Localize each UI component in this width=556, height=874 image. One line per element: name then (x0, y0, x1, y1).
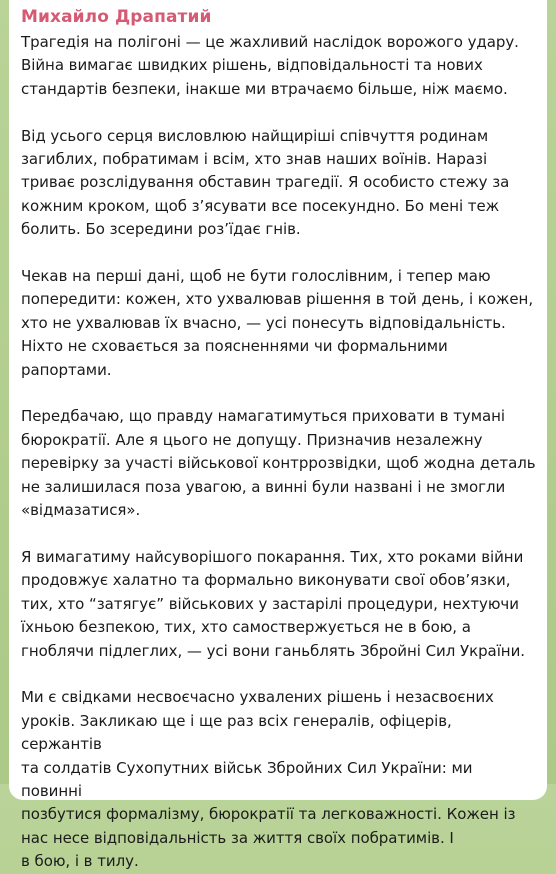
sender-name[interactable]: Михайло Драпатий (21, 7, 212, 27)
message-paragraph: Ми є свідками несвоєчасно ухвалених рішень і незасвоєних уроків. Закликаю ще і ще раз всіх генералів, офіцерів, сержантів та солдатів Сухопутних військ Збройних Сил України: ми повинні позбутися формалізму, бюрократії та легковажності. Кожен із нас несе відповідальність за життя своїх побратимів. І в бою, і в тилу. (21, 688, 516, 871)
message-bubble (9, 0, 547, 871)
message-paragraph: Від усього серця висловлюю найщиріші співчуття родинам загиблих, побратимам і всім, хто знав наших воїнів. Наразі триває розслідування обставин трагедії. Я особисто стежу за кожним кроком, щоб з’ясувати все посекундно. Бо мені теж болить. Бо зсередини роз’їдає гнів. (21, 126, 510, 239)
message-paragraph: Трагедія на полігоні — це жахливий наслідок ворожого удару. Війна вимагає швидких рішень, відповідальності та нових стандартів безпеки, інакше ми втрачаємо більше, ніж маємо. (21, 33, 519, 98)
message-paragraph: Чекав на перші дані, щоб не бути голослівним, і тепер маю попередити: кожен, хто ухвалював рішення в той день, і кожен, хто не ухвалював їх вчасно, — усі понесуть відповідальність. Ніхто не сховається за поясненнями чи формальними рапортами. (21, 267, 534, 379)
message-paragraph: Я вимагатиму найсуворішого покарання. Тих, хто роками війни продовжує халатно та формально виконувати свої обов’язки, тих, хто “затягує” військових у застарілі процедури, нехтуючи їхньою безпекою, тих, хто самоствержується не в бою, а гноблячи підлеглих, — усі вони ганьблять Збройні Сил України. (21, 547, 525, 660)
message-paragraph: Передбачаю, що правду намагатимуться приховати в тумані бюрократії. Але я цього не допущу. Призначив незалежну перевірку за участі військової контррозвідки, щоб жодна деталь не залишилася поза увагою, а винні були названі і не змогли «відмазатися». (21, 407, 536, 520)
message-text (21, 31, 537, 874)
